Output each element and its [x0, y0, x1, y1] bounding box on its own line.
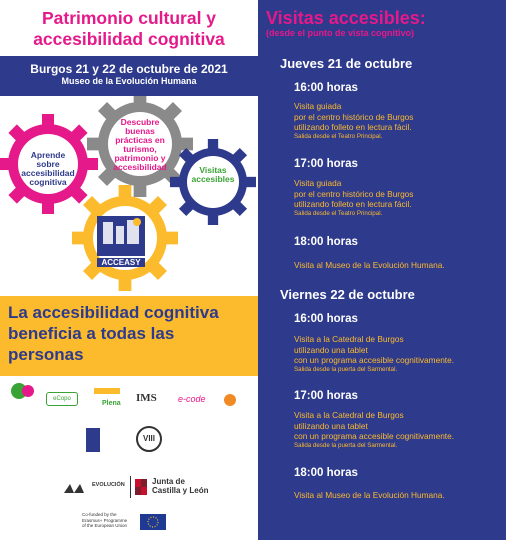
day2-slot1-hour: 16:00 horas — [294, 313, 358, 325]
day2-slot3-hour: 18:00 horas — [294, 467, 358, 479]
day1-slot1-hour: 16:00 horas — [294, 82, 358, 94]
eu-caption — [82, 512, 127, 529]
partner-logos — [0, 376, 258, 540]
visits-title: Visitas accesibles: — [266, 8, 426, 28]
day1-slot2-l1: Visita guiada — [294, 178, 342, 188]
headline-band — [0, 296, 258, 376]
day2-slot1-l2: utilizando una tablet — [294, 344, 368, 355]
visits-heading — [266, 8, 426, 39]
day2-slot1-desc — [294, 334, 500, 374]
gear-label-learn-3: accesibilidad — [21, 168, 75, 178]
day2-slot2-small: Salida desde la puerta del Sarmental. — [294, 441, 398, 449]
gear-label-discover-3: prácticas en — [115, 135, 165, 145]
day2-slot2-desc — [294, 410, 500, 450]
gear-label-learn — [14, 151, 82, 187]
gear-label-discover-2: buenas — [125, 126, 155, 136]
day2-slot1-l1: Visita a la Catedral de Burgos — [294, 334, 404, 344]
day-1-heading: Jueves 21 de octubre — [280, 56, 413, 71]
logo-divider — [130, 476, 131, 498]
day2-slot3-l1: Visita al Museo de la Evolución Humana. — [294, 490, 445, 500]
title-line-2: accesibilidad cognitiva — [33, 29, 225, 49]
day2-slot2-hour: 17:00 horas — [294, 390, 358, 402]
gear-label-learn-1: Aprende — [30, 150, 66, 160]
jcyl-shield-icon — [134, 478, 148, 496]
headline-line-2: beneficia a todas las — [8, 324, 175, 343]
headline — [8, 302, 256, 365]
partner-logo-7-icon — [224, 394, 236, 406]
visits-subtitle: (desde el punto de vista cognitivo) — [266, 28, 415, 38]
gear-label-visits-2: accesibles — [191, 174, 235, 184]
right-column — [258, 0, 506, 540]
gear-label-discover-5: patrimonio y — [114, 153, 166, 163]
gear-label-discover — [100, 118, 180, 172]
event-venue: Museo de la Evolución Humana — [61, 76, 197, 86]
ims-logo: IMS — [136, 392, 157, 404]
ecode-logo: e-code — [178, 394, 206, 404]
gear-label-visits-1: Visitas — [199, 165, 227, 175]
burgos-viii-logo: VIII — [136, 426, 162, 452]
title-line-1: Patrimonio cultural y — [41, 8, 217, 28]
day1-slot2-l2: por el centro histórico de Burgos — [294, 188, 414, 199]
gear-label-visits — [188, 166, 238, 184]
day1-slot3-l1: Visita al Museo de la Evolución Humana. — [294, 260, 445, 270]
jcyl-line-2: Castilla y León — [152, 486, 209, 495]
museum-logo-icon — [62, 482, 88, 494]
burgos-logo-icon — [86, 428, 100, 452]
gear-label-discover-4: turismo, — [123, 144, 157, 154]
day1-slot1-small: Salida desde el Teatro Principal. — [294, 132, 383, 140]
day1-slot1-desc — [294, 101, 500, 141]
eu-line-1: Co-funded by the — [82, 512, 117, 517]
day1-slot1-l3: utilizando folleto en lectura fácil. — [294, 122, 412, 132]
eu-line-3: of the European Union — [82, 523, 128, 528]
date-band — [0, 56, 258, 96]
acceasy-logo-label: ACCEASY — [97, 258, 145, 267]
day1-slot1-l1: Visita guiada — [294, 101, 342, 111]
day1-slot2-desc — [294, 178, 500, 218]
headline-line-3: personas — [8, 345, 84, 364]
gear-label-learn-2: sobre — [36, 159, 60, 169]
day1-slot2-l3: utilizando folleto en lectura fácil. — [294, 199, 412, 209]
day2-slot2-l2: utilizando una tablet — [294, 420, 368, 431]
gear-label-learn-4: cognitiva — [29, 177, 67, 187]
title-box — [0, 0, 258, 58]
day2-slot3-desc — [294, 490, 500, 501]
eu-line-2: Erasmus+ Programme — [82, 517, 128, 523]
jcyl-logo — [152, 477, 208, 495]
day1-slot3-hour: 18:00 horas — [294, 236, 358, 248]
acceasy-logo-icon — [97, 216, 145, 256]
cope-logo: eCopo — [46, 392, 78, 406]
partner-logo-1-icon — [10, 382, 36, 400]
day1-slot2-hour: 17:00 horas — [294, 158, 358, 170]
plena-logo: Plena — [102, 400, 121, 407]
partner-logo-3-icon — [92, 386, 122, 396]
event-date: Burgos 21 y 22 de octubre de 2021 — [30, 62, 228, 76]
jcyl-line-1: Junta de — [152, 477, 185, 486]
day1-slot1-l2: por el centro histórico de Burgos — [294, 111, 414, 122]
logos-panel — [0, 376, 258, 540]
evolucion-label: EVOLUCIÓN — [92, 482, 125, 488]
gear-label-discover-1: Descubre — [120, 117, 160, 127]
gear-label-discover-6: accesibilidad — [113, 162, 167, 172]
day2-slot2-l1: Visita a la Catedral de Burgos — [294, 410, 404, 420]
day2-slot2-l3: con un programa accesible cognitivamente. — [294, 431, 455, 441]
day2-slot1-small: Salida desde la puerta del Sarmental. — [294, 365, 398, 373]
day1-slot2-small: Salida desde el Teatro Principal. — [294, 209, 383, 217]
eu-flag-icon — [140, 514, 166, 530]
day-2-heading: Viernes 22 de octubre — [280, 287, 415, 302]
headline-line-1: La accesibilidad cognitiva — [8, 303, 219, 322]
day2-slot1-l3: con un programa accesible cognitivamente. — [294, 355, 455, 365]
day1-slot3-desc — [294, 260, 500, 271]
gears-illustration — [0, 96, 258, 296]
